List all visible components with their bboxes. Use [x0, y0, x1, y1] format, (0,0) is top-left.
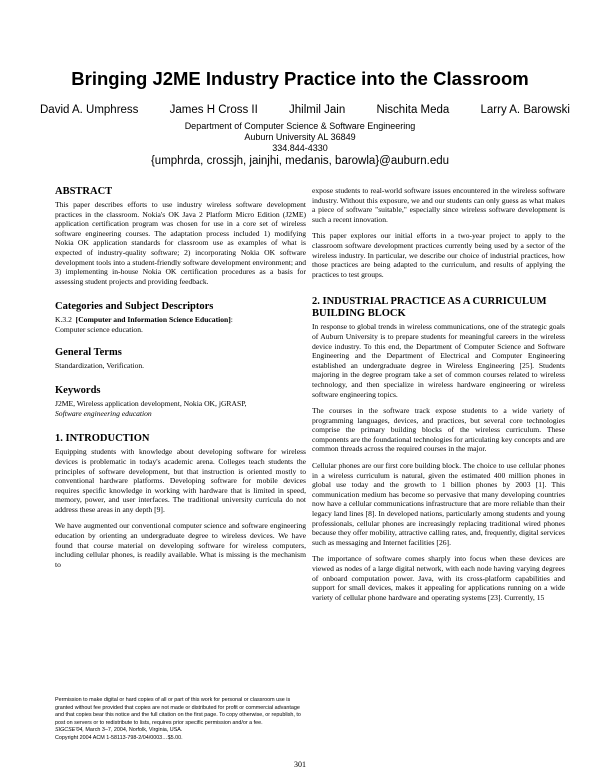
categories-bracket: [Computer and Information Science Education] [75, 315, 231, 325]
categories-heading: Categories and Subject Descriptors [55, 301, 214, 313]
left-column [55, 186, 306, 576]
categories-body: K.3.2 [Computer and Information Science Education]: Computer science education. [55, 315, 233, 334]
page-number: 301 [294, 760, 306, 769]
section-2-heading: 2. INDUSTRIAL PRACTICE AS A CURRICULUM BUILDING BLOCK [312, 296, 547, 320]
right-paragraph-3: In response to global trends in wireless communications, one of the strategic goals of Auburn University is to prepare students for meaningful careers in the wireless device industry. To this end, the Department of Computer Science and Software Engineering and the Department of Electrical and Computer Engineering established an undergraduate degree in Wireless Engineering [25]. Students majoring in the degree program take a set of common courses related to wireless technology, and then specialize in wireless hardware engineering or wireless software engineering topics. [312, 322, 565, 399]
copyright-line: Copyright 2004 ACM 1-58113-798-2/04/0003…$5.00. [55, 734, 183, 741]
right-paragraph-1: expose students to real-world software issues encountered in the wireless software industry. Without this exposure, we and our students can only guess as what makes a piece of software "suitable," especially since wireless software development is such a recent innovation. [312, 186, 565, 224]
affiliation-phone: 334.844-4330 [272, 143, 328, 153]
abstract-text: This paper describes efforts to use industry wireless software development practices in the classroom. Nokia's OK Java 2 Platform Micro Edition (J2ME) application certification program was chosen for use in a core set of wireless software engineering courses. The adaptation process included 1) modifying Nokia OK application standards for classroom use as examples of what is expected of industry-quality software; 2) incorporating Nokia OK software development tools into a student-friendly software development environment; and 3) implementing in-house Nokia OK certification procedures as a basis for assessing student projects and providing feedback. [55, 200, 306, 286]
right-paragraph-5: Cellular phones are our first core building block. The choice to use cellular phones in a wireless curriculum is natural, given the estimated 400 million phones in global use today and the growth to 1 billion phones by 2003 [1]. This communication medium has become so pervasive that many developing countries now have a cellular communications infrastructure that are more reliable than their legacy land lines [8]. In developed nations, particularly among students and young professionals, cellular phones are increasingly replacing traditional wired phones because they offer mobility, attractive calling rates, and, frequently, digital services such as messaging and Internet facilities [26]. [312, 461, 565, 547]
author: James H Cross II [169, 104, 258, 116]
categories-code: K.3.2 [55, 315, 72, 325]
abstract-heading: ABSTRACT [55, 186, 113, 197]
intro-paragraph-2: We have augmented our conventional computer science and software engineering education by orienting an undergraduate degree to wireless devices. We have found that course material on developing software for wireless computers, including cellular phones, is readily available. What is missing is the mechanism to [55, 521, 306, 569]
permission-notice [55, 697, 303, 743]
permission-text: Permission to make digital or hard copies of all or part of this work for personal or classroom use is granted without fee provided that copies are not made or distributed for profit or commercial advantage and that copies bear this notice and the full citation on the first page. To copy otherwise, or republish, to post on servers or to redistribute to lists, requires prior specific permission and/or a fee. [55, 697, 301, 726]
venue-line [55, 727, 303, 735]
right-column [312, 186, 565, 609]
right-paragraph-2: This paper explores our initial efforts in a two-year project to apply to the classroom software development practices currently being used by a sector of the wireless industry. In particular, we describe our choice of industrial practices, how those practices are being adapted to the curriculum, and results of applying the practices to test groups. [312, 231, 565, 279]
venue-name: SIGCSE'04, [55, 727, 84, 734]
affiliation-university: Auburn University AL 36849 [244, 132, 356, 142]
introduction-heading: 1. INTRODUCTION [55, 433, 150, 445]
keywords-italic: Software engineering education [55, 408, 152, 418]
keywords-body [55, 399, 306, 418]
author: Larry A. Barowski [480, 104, 570, 116]
keywords-text: J2ME, Wireless application development, Nokia OK, jGRASP, [55, 399, 247, 409]
affiliation-department: Department of Computer Science & Software Engineering [184, 121, 416, 131]
intro-paragraph-1: Equipping students with knowledge about developing software for wireless devices is problematic in today's academic arena. Colleges teach students the principles of software development, but that instruction is oriented mostly to conventional hardware platforms. Developing software for mobile devices requires specific knowledge in working with hardware that is limited in speed, memory, power, and user interfaces. The traditional university curricula do not address these areas in any depth [9]. [55, 447, 306, 514]
general-terms-text: Standardization, Verification. [55, 360, 145, 370]
general-terms-heading: General Terms [55, 346, 122, 358]
author: Nischita Meda [376, 104, 450, 116]
author-list [40, 104, 570, 116]
author: David A. Umphress [40, 104, 139, 116]
right-paragraph-6: The importance of software comes sharply into focus when these devices are viewed as nodes of a large digital network, with each node having varying degrees of onboard computation power. Java, with its cross-platform capabilities and support for small devices, makes it appealing for applications running on a wide variety of cellular phone hardware and operating systems [23]. Currently, 15 [312, 554, 565, 602]
paper-title: Bringing J2ME Industry Practice into the Classroom [71, 68, 529, 89]
keywords-heading: Keywords [55, 385, 101, 397]
affiliation-email: {umphrda, crossjh, jainjhi, medanis, barowla}@auburn.edu [150, 155, 450, 167]
right-paragraph-4: The courses in the software track expose students to a wide variety of programming languages, devices, and practices, but several core technologies comprise the primary building blocks of the wireless curriculum. These components are the foundational technologies for articulating key concepts and are common threads across the required courses in the major. [312, 406, 565, 454]
venue-details: March 3–7, 2004, Norfolk, Virginia, USA. [85, 727, 183, 734]
categories-text: Computer science education. [55, 324, 143, 334]
author: Jhilmil Jain [289, 104, 346, 116]
